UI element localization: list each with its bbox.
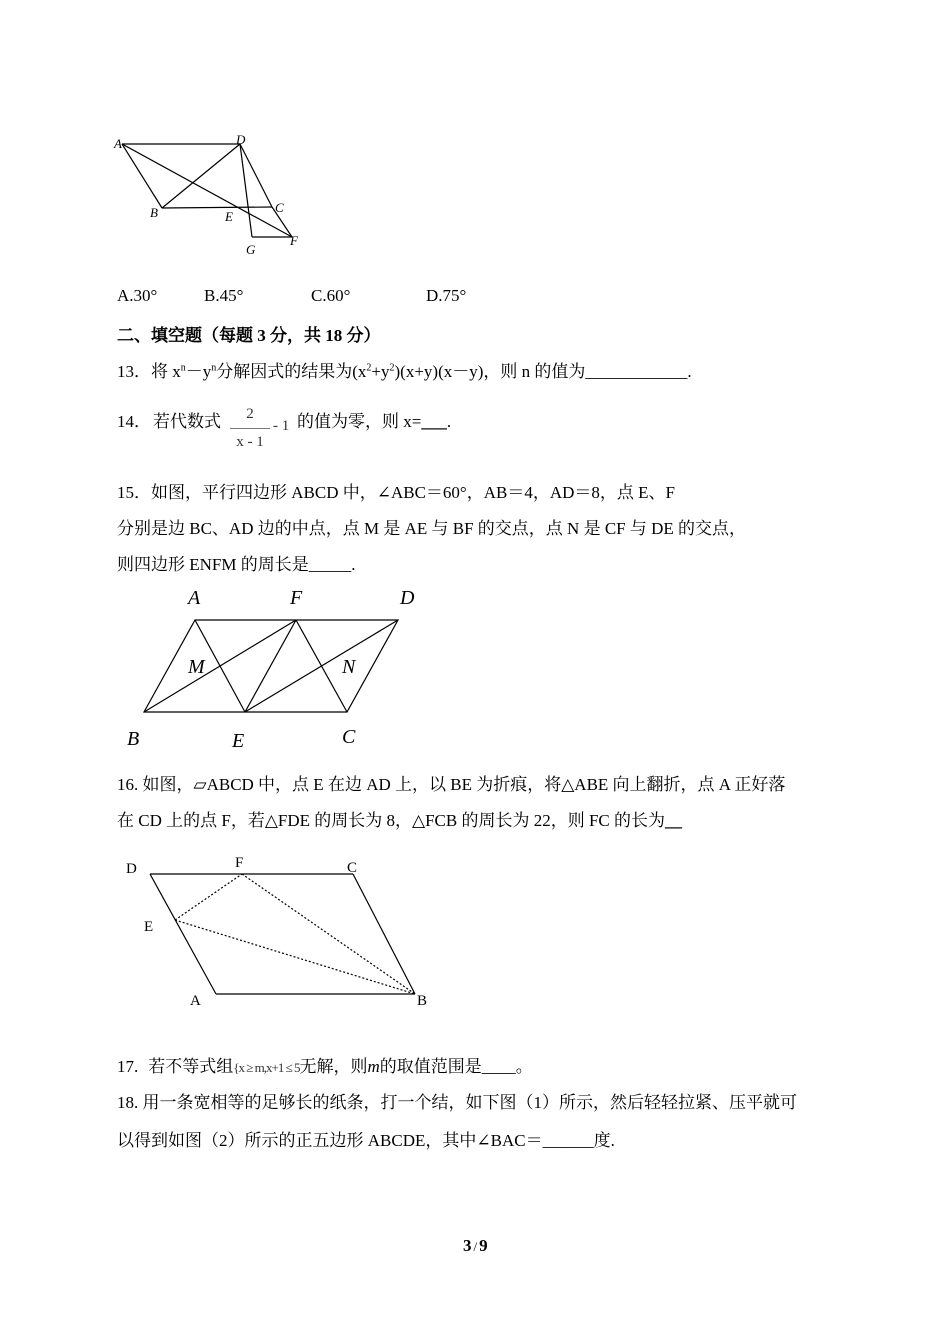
q14-number: 14． xyxy=(117,412,151,431)
q14-blank: ___ xyxy=(421,412,447,431)
q14-text-b: 的值为零，则 x=___. xyxy=(297,412,452,431)
label-F: F xyxy=(290,233,298,248)
q15-figure xyxy=(120,582,430,754)
q12-option-a: A.30° xyxy=(117,286,158,305)
label-B: B xyxy=(417,993,428,1009)
q12-option-c: C.60° xyxy=(311,286,351,305)
q16-blank: __ xyxy=(665,811,683,830)
parallelogram-symbol: ▱ xyxy=(193,775,207,794)
label-D: D xyxy=(126,861,137,877)
q14-fraction-bar xyxy=(230,428,270,429)
q14-fraction-numerator: 2 xyxy=(246,406,254,422)
q13-text: 13．将 $x^n-y^n$分解因式的结果为$(x^2+y^2)(x+y)(x-y)$，则 n 的值为____________. xyxy=(117,362,692,381)
q16-line1: 16. 如图，▱ABCD 中，点 E 在边 AD 上，以 BE 为折痕，将△ABE 向上翻折，点 A 正好落 xyxy=(117,775,786,794)
q16-line2: 在 CD 上的点 F，若△FDE 的周长为 8，△FCB 的周长为 22，则 FC 的长为__ xyxy=(117,811,683,830)
q14-text-a: 若代数式 xyxy=(153,412,221,431)
label-A: A xyxy=(188,587,201,609)
q14-minus-one: - 1 xyxy=(273,418,290,434)
q12-figure xyxy=(110,130,310,260)
page-number: 3 / 9 xyxy=(463,1236,488,1255)
label-A: A xyxy=(190,993,201,1009)
q18-line2: 以得到如图（2）所示的正五边形 ABCDE，其中∠BAC＝______度. xyxy=(117,1131,615,1150)
label-E: E xyxy=(225,209,233,224)
label-F: F xyxy=(290,587,303,609)
label-C: C xyxy=(342,726,356,748)
label-D: D xyxy=(400,587,415,609)
q12-option-b: B.45° xyxy=(204,286,244,305)
section-header: 二、填空题（每题 3 分，共 18 分） xyxy=(117,326,381,345)
label-M: M xyxy=(188,656,205,678)
q13-number: 13． xyxy=(117,362,151,381)
label-E: E xyxy=(144,919,154,935)
label-E: E xyxy=(232,730,245,752)
q15-line1: 15．如图，平行四边形 ABCD 中，∠ABC＝60°，AB＝4，AD＝8，点 E、F xyxy=(117,483,675,502)
label-A: A xyxy=(114,136,122,151)
q18-line1: 18. 用一条宽相等的足够长的纸条，打一个结，如下图（1）所示，然后轻轻拉紧、压平就可 xyxy=(117,1093,797,1112)
label-D: D xyxy=(236,132,246,147)
label-F: F xyxy=(235,855,244,871)
inequality-system: {x ≥ m,x+1 ≤ 5 xyxy=(233,1060,300,1075)
q14-fraction-denominator: x - 1 xyxy=(236,434,264,450)
q16-figure xyxy=(120,848,440,1013)
q17-text: 17. 若不等式组{x ≥ m,x+1 ≤ 5无解，则m的取值范围是____。 xyxy=(117,1057,533,1076)
q15-line3: 则四边形 ENFM 的周长是_____. xyxy=(117,555,356,574)
label-G: G xyxy=(246,242,256,257)
q12-option-d: D.75° xyxy=(426,286,467,305)
label-B: B xyxy=(150,205,158,220)
label-B: B xyxy=(127,728,140,750)
q15-line2: 分别是边 BC、AD 边的中点，点 M 是 AE 与 BF 的交点，点 N 是 CF 与 DE 的交点， xyxy=(117,519,747,538)
label-N: N xyxy=(342,656,356,678)
label-C: C xyxy=(347,860,358,876)
label-C: C xyxy=(275,200,284,215)
